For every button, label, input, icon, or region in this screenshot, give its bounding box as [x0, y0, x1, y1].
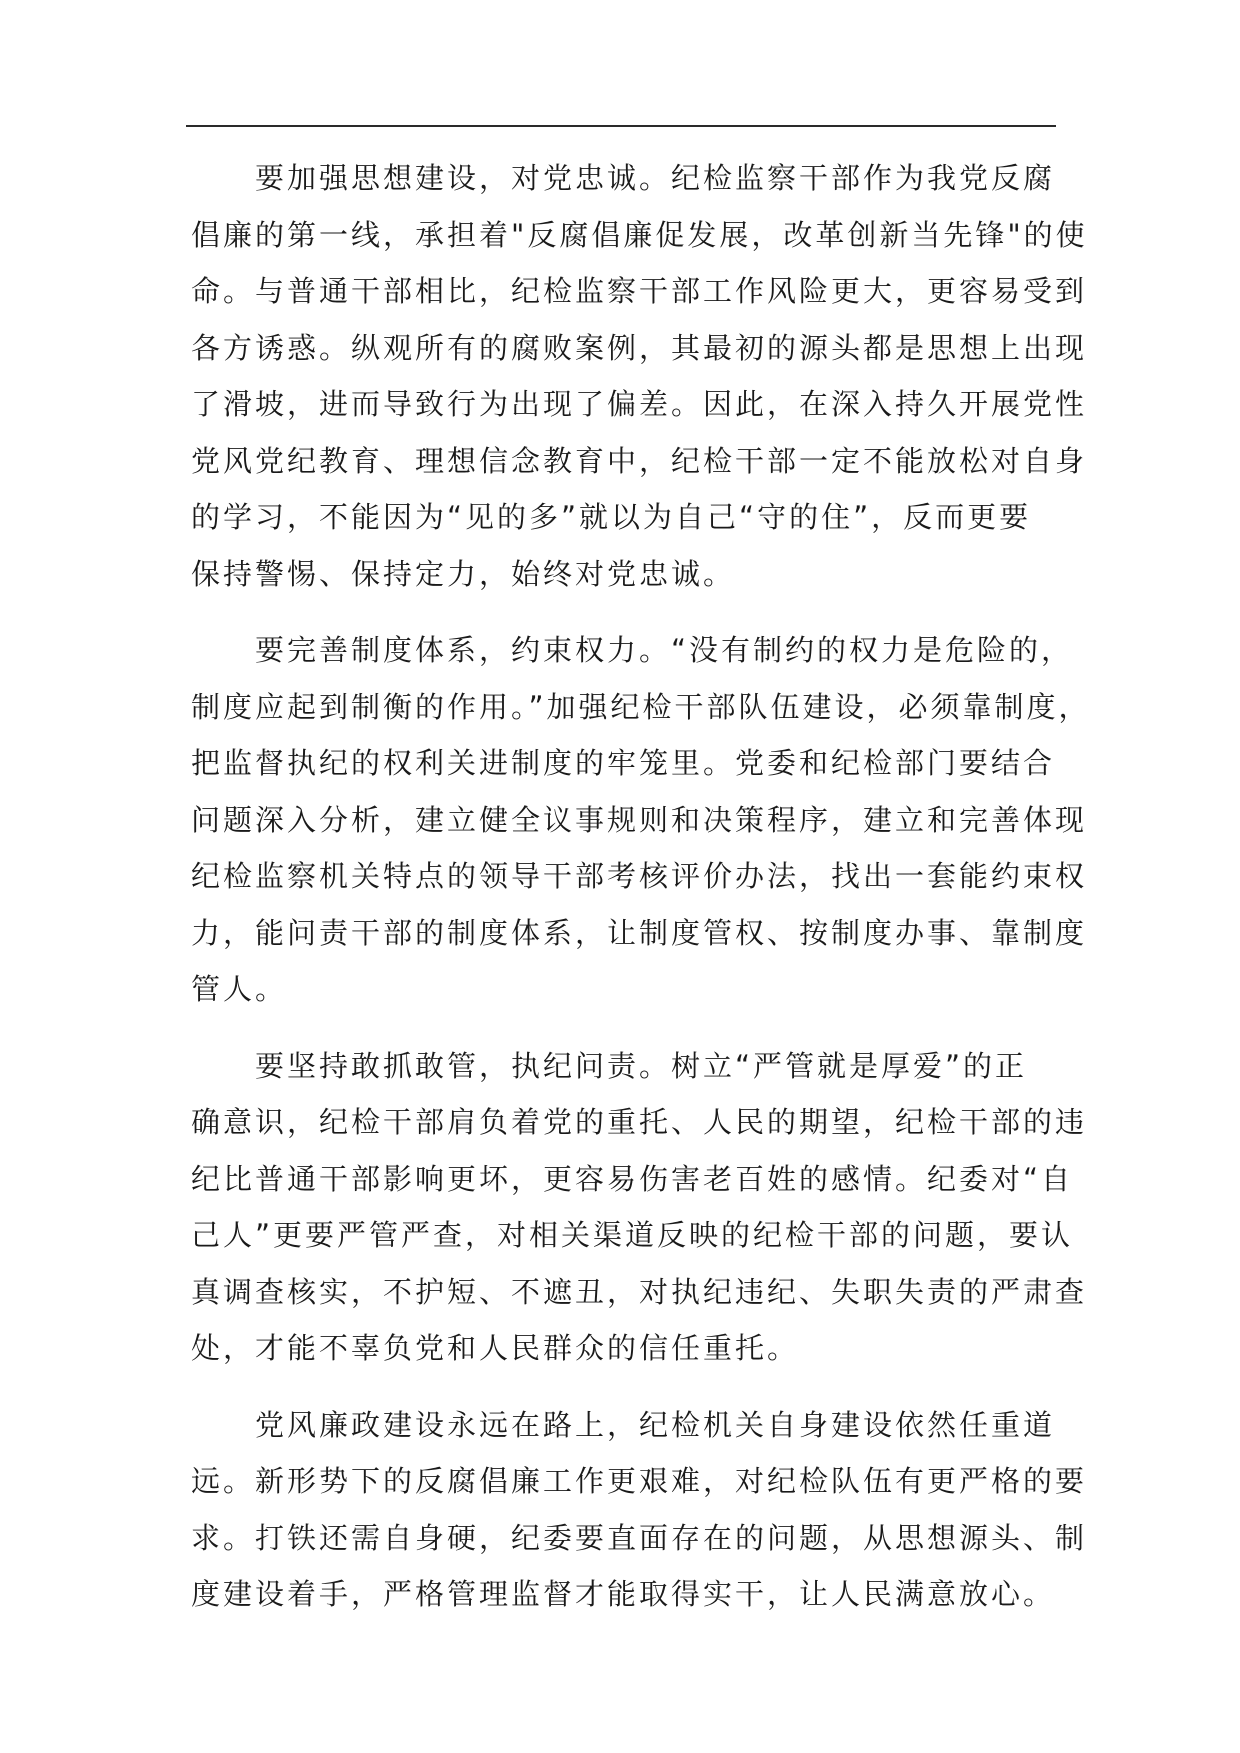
text-line: 纪检监察机关特点的领导干部考核评价办法，找出一套能约束权 — [191, 859, 1088, 893]
text-line: 党风党纪教育、理想信念教育中，纪检干部一定不能放松对自身 — [191, 443, 1088, 478]
paragraph-3 — [191, 1038, 1088, 1377]
text-line: 力，能问责干部的制度体系，让制度管权、按制度办事、靠制度 — [191, 915, 1088, 950]
text-line: 要坚持敢抓敢管，执纪问责。树立“严管就是厚爱”的正 — [191, 1048, 1028, 1083]
text-line: 把监督执纪的权利关进制度的牢笼里。党委和纪检部门要结合 — [191, 746, 1056, 780]
text-line: 保持警惕、保持定力，始终对党忠诚。 — [191, 556, 736, 591]
text-line: 要加强思想建设，对党忠诚。纪检监察干部作为我党反腐 — [191, 161, 1056, 195]
text-line: 倡廉的第一线，承担着"反腐倡廉促发展，改革创新当先锋"的使 — [191, 217, 1088, 252]
text-line: 己人”更要严管严查，对相关渠道反映的纪检干部的问题，要认 — [191, 1218, 1074, 1252]
text-line: 管人。 — [191, 972, 288, 1006]
header-rule — [186, 125, 1056, 127]
text-line: 党风廉政建设永远在路上，纪检机关自身建设依然任重道 — [191, 1407, 1056, 1442]
text-line: 纪比普通干部影响更坏，更容易伤害老百姓的感情。纪委对“自 — [191, 1161, 1074, 1196]
text-line: 确意识，纪检干部肩负着党的重托、人民的期望，纪检干部的违 — [191, 1105, 1088, 1139]
text-line: 要完善制度体系，约束权力。“没有制约的权力是危险的， — [191, 633, 1074, 667]
paragraph-4 — [191, 1397, 1088, 1623]
text-line: 处，才能不辜负党和人民群众的信任重托。 — [191, 1331, 800, 1365]
text-line: 了滑坡，进而导致行为出现了偏差。因此，在深入持久开展党性 — [191, 387, 1088, 421]
text-line: 的学习，不能因为“见的多”就以为自己“守的住”，反而更要 — [191, 500, 1032, 534]
paragraph-1 — [191, 150, 1088, 602]
text-line: 真调查核实，不护短、不遮丑，对执纪违纪、失职失责的严肃查 — [191, 1274, 1088, 1309]
text-line: 问题深入分析，建立健全议事规则和决策程序，建立和完善体现 — [191, 802, 1088, 837]
text-line: 各方诱惑。纵观所有的腐败案例，其最初的源头都是思想上出现 — [191, 330, 1088, 365]
text-line: 求。打铁还需自身硬，纪委要直面存在的问题，从思想源头、制 — [191, 1520, 1088, 1555]
text-line: 制度应起到制衡的作用。”加强纪检干部队伍建设，必须靠制度， — [191, 689, 1091, 724]
text-line: 远。新形势下的反腐倡廉工作更艰难，对纪检队伍有更严格的要 — [191, 1464, 1088, 1498]
text-line: 度建设着手，严格管理监督才能取得实干，让人民满意放心。 — [191, 1577, 1056, 1611]
document-body — [191, 150, 1091, 1643]
text-line: 命。与普通干部相比，纪检监察干部工作风险更大，更容易受到 — [191, 274, 1088, 308]
paragraph-2 — [191, 622, 1091, 1018]
